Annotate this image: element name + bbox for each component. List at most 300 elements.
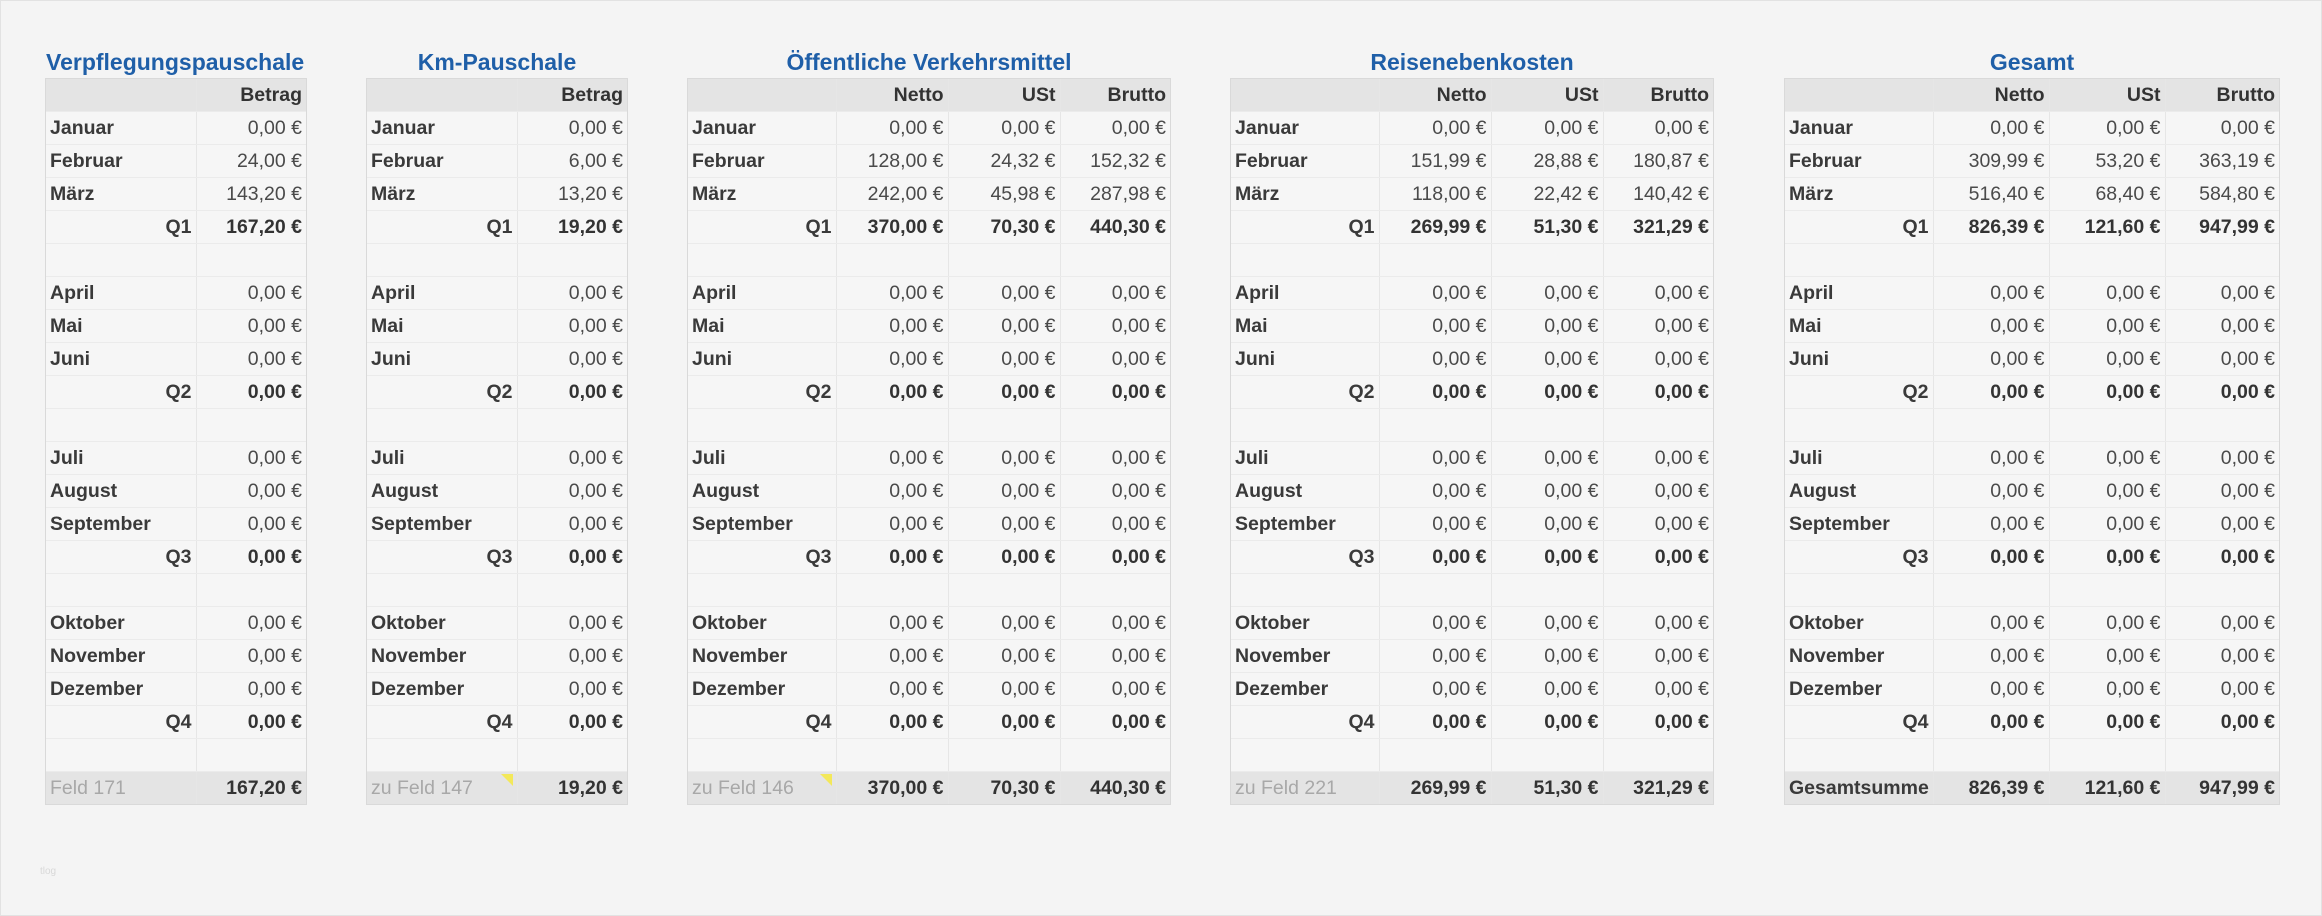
empty-cell[interactable] (196, 739, 306, 772)
empty-cell[interactable] (2049, 409, 2165, 442)
column-header[interactable]: USt (1491, 79, 1603, 112)
value-cell[interactable]: 0,00 € (517, 475, 627, 508)
value-cell[interactable]: 0,00 € (1933, 475, 2049, 508)
month-label[interactable]: September (1785, 508, 1933, 541)
empty-cell[interactable] (1785, 409, 1933, 442)
empty-cell[interactable] (1603, 574, 1713, 607)
month-label[interactable]: Dezember (367, 673, 517, 706)
quarter-total-cell[interactable]: 0,00 € (1603, 706, 1713, 739)
empty-cell[interactable] (367, 574, 517, 607)
month-label[interactable]: November (688, 640, 836, 673)
value-cell[interactable]: 0,00 € (2165, 673, 2279, 706)
value-cell[interactable]: 151,99 € (1379, 145, 1491, 178)
value-cell[interactable]: 0,00 € (1060, 310, 1170, 343)
month-label[interactable]: April (1785, 277, 1933, 310)
empty-cell[interactable] (196, 574, 306, 607)
column-header[interactable]: Netto (1379, 79, 1491, 112)
value-cell[interactable]: 0,00 € (2165, 475, 2279, 508)
value-cell[interactable]: 0,00 € (948, 607, 1060, 640)
quarter-total-cell[interactable]: 0,00 € (1603, 541, 1713, 574)
value-cell[interactable]: 0,00 € (517, 277, 627, 310)
quarter-total-cell[interactable]: 0,00 € (1379, 376, 1491, 409)
column-header[interactable]: USt (948, 79, 1060, 112)
quarter-label[interactable]: Q2 (1231, 376, 1379, 409)
value-cell[interactable]: 0,00 € (196, 673, 306, 706)
quarter-total-cell[interactable]: 0,00 € (1491, 376, 1603, 409)
value-cell[interactable]: 0,00 € (517, 673, 627, 706)
value-cell[interactable]: 6,00 € (517, 145, 627, 178)
quarter-total-cell[interactable]: 0,00 € (948, 706, 1060, 739)
quarter-total-cell[interactable]: 0,00 € (1060, 706, 1170, 739)
column-header[interactable]: Brutto (2165, 79, 2279, 112)
empty-cell[interactable] (688, 409, 836, 442)
month-label[interactable]: März (688, 178, 836, 211)
month-label[interactable]: Oktober (1785, 607, 1933, 640)
value-cell[interactable]: 0,00 € (517, 508, 627, 541)
column-header[interactable] (688, 79, 836, 112)
value-cell[interactable]: 0,00 € (1491, 343, 1603, 376)
column-header[interactable]: Brutto (1603, 79, 1713, 112)
value-cell[interactable]: 0,00 € (1060, 442, 1170, 475)
value-cell[interactable]: 242,00 € (836, 178, 948, 211)
value-cell[interactable]: 0,00 € (1933, 673, 2049, 706)
month-label[interactable]: April (367, 277, 517, 310)
quarter-total-cell[interactable]: 0,00 € (517, 706, 627, 739)
value-cell[interactable]: 0,00 € (1603, 673, 1713, 706)
empty-cell[interactable] (367, 409, 517, 442)
quarter-total-cell[interactable]: 0,00 € (1379, 541, 1491, 574)
month-label[interactable]: Januar (46, 112, 196, 145)
value-cell[interactable]: 0,00 € (836, 475, 948, 508)
quarter-total-cell[interactable]: 0,00 € (2165, 541, 2279, 574)
month-label[interactable]: Januar (1231, 112, 1379, 145)
value-cell[interactable]: 0,00 € (948, 640, 1060, 673)
total-label[interactable] (367, 772, 517, 805)
value-cell[interactable]: 287,98 € (1060, 178, 1170, 211)
empty-cell[interactable] (517, 409, 627, 442)
value-cell[interactable]: 0,00 € (836, 310, 948, 343)
value-cell[interactable]: 0,00 € (517, 640, 627, 673)
column-header[interactable]: Netto (836, 79, 948, 112)
value-cell[interactable]: 0,00 € (1603, 640, 1713, 673)
month-label[interactable]: November (1785, 640, 1933, 673)
value-cell[interactable]: 0,00 € (1603, 475, 1713, 508)
empty-cell[interactable] (688, 244, 836, 277)
month-label[interactable]: Dezember (1231, 673, 1379, 706)
empty-cell[interactable] (1785, 574, 1933, 607)
value-cell[interactable]: 0,00 € (1379, 343, 1491, 376)
empty-cell[interactable] (2165, 244, 2279, 277)
value-cell[interactable]: 0,00 € (1060, 508, 1170, 541)
empty-cell[interactable] (948, 244, 1060, 277)
value-cell[interactable]: 0,00 € (196, 343, 306, 376)
value-cell[interactable]: 0,00 € (1491, 475, 1603, 508)
grand-total-cell[interactable]: 121,60 € (2049, 772, 2165, 805)
value-cell[interactable]: 0,00 € (1379, 310, 1491, 343)
value-cell[interactable]: 0,00 € (836, 640, 948, 673)
value-cell[interactable]: 28,88 € (1491, 145, 1603, 178)
quarter-total-cell[interactable]: 0,00 € (517, 376, 627, 409)
empty-cell[interactable] (1379, 409, 1491, 442)
value-cell[interactable]: 0,00 € (1060, 112, 1170, 145)
month-label[interactable]: November (1231, 640, 1379, 673)
value-cell[interactable]: 0,00 € (948, 673, 1060, 706)
value-cell[interactable]: 0,00 € (1603, 508, 1713, 541)
value-cell[interactable]: 0,00 € (2049, 277, 2165, 310)
quarter-total-cell[interactable]: 0,00 € (1491, 706, 1603, 739)
value-cell[interactable]: 140,42 € (1603, 178, 1713, 211)
grand-total-cell[interactable]: 51,30 € (1491, 772, 1603, 805)
value-cell[interactable]: 0,00 € (1933, 607, 2049, 640)
month-label[interactable]: März (367, 178, 517, 211)
value-cell[interactable]: 24,00 € (196, 145, 306, 178)
empty-cell[interactable] (46, 409, 196, 442)
value-cell[interactable]: 0,00 € (948, 442, 1060, 475)
grand-total-cell[interactable]: 167,20 € (196, 772, 306, 805)
month-label[interactable]: Juli (1231, 442, 1379, 475)
value-cell[interactable]: 0,00 € (1491, 508, 1603, 541)
total-label[interactable] (1785, 772, 1933, 805)
value-cell[interactable]: 0,00 € (1603, 343, 1713, 376)
quarter-label[interactable]: Q2 (46, 376, 196, 409)
empty-cell[interactable] (836, 574, 948, 607)
month-label[interactable]: Oktober (1231, 607, 1379, 640)
value-cell[interactable]: 0,00 € (1491, 640, 1603, 673)
value-cell[interactable]: 180,87 € (1603, 145, 1713, 178)
value-cell[interactable]: 0,00 € (517, 310, 627, 343)
empty-cell[interactable] (1060, 574, 1170, 607)
empty-cell[interactable] (948, 739, 1060, 772)
empty-cell[interactable] (1603, 739, 1713, 772)
grand-total-cell[interactable]: 19,20 € (517, 772, 627, 805)
empty-cell[interactable] (1933, 739, 2049, 772)
quarter-total-cell[interactable]: 0,00 € (1060, 541, 1170, 574)
value-cell[interactable]: 0,00 € (1060, 343, 1170, 376)
value-cell[interactable]: 0,00 € (1060, 475, 1170, 508)
quarter-label[interactable]: Q4 (1231, 706, 1379, 739)
month-label[interactable]: März (1785, 178, 1933, 211)
quarter-label[interactable]: Q2 (688, 376, 836, 409)
month-label[interactable]: März (1231, 178, 1379, 211)
month-label[interactable]: September (1231, 508, 1379, 541)
empty-cell[interactable] (367, 739, 517, 772)
quarter-total-cell[interactable]: 0,00 € (1060, 376, 1170, 409)
value-cell[interactable]: 0,00 € (1933, 343, 2049, 376)
quarter-total-cell[interactable]: 0,00 € (196, 706, 306, 739)
value-cell[interactable]: 0,00 € (836, 442, 948, 475)
quarter-total-cell[interactable]: 121,60 € (2049, 211, 2165, 244)
quarter-total-cell[interactable]: 0,00 € (2165, 706, 2279, 739)
value-cell[interactable]: 45,98 € (948, 178, 1060, 211)
value-cell[interactable]: 0,00 € (2165, 277, 2279, 310)
empty-cell[interactable] (836, 409, 948, 442)
month-label[interactable]: November (367, 640, 517, 673)
value-cell[interactable]: 68,40 € (2049, 178, 2165, 211)
column-header[interactable] (1785, 79, 1933, 112)
value-cell[interactable]: 0,00 € (517, 112, 627, 145)
value-cell[interactable]: 0,00 € (517, 343, 627, 376)
month-label[interactable]: August (46, 475, 196, 508)
quarter-total-cell[interactable]: 440,30 € (1060, 211, 1170, 244)
value-cell[interactable]: 0,00 € (196, 277, 306, 310)
month-label[interactable]: Dezember (688, 673, 836, 706)
month-label[interactable]: September (688, 508, 836, 541)
quarter-total-cell[interactable]: 0,00 € (2049, 706, 2165, 739)
grand-total-cell[interactable]: 826,39 € (1933, 772, 2049, 805)
total-label[interactable] (688, 772, 836, 805)
column-header[interactable] (367, 79, 517, 112)
month-label[interactable]: Juli (1785, 442, 1933, 475)
empty-cell[interactable] (1491, 574, 1603, 607)
value-cell[interactable]: 516,40 € (1933, 178, 2049, 211)
empty-cell[interactable] (1231, 409, 1379, 442)
grand-total-cell[interactable]: 269,99 € (1379, 772, 1491, 805)
month-label[interactable]: Mai (1231, 310, 1379, 343)
quarter-total-cell[interactable]: 0,00 € (1933, 541, 2049, 574)
empty-cell[interactable] (517, 244, 627, 277)
value-cell[interactable]: 0,00 € (1603, 277, 1713, 310)
grand-total-cell[interactable]: 321,29 € (1603, 772, 1713, 805)
quarter-total-cell[interactable]: 0,00 € (2165, 376, 2279, 409)
value-cell[interactable]: 0,00 € (1603, 112, 1713, 145)
value-cell[interactable]: 0,00 € (196, 475, 306, 508)
empty-cell[interactable] (1379, 739, 1491, 772)
empty-cell[interactable] (948, 409, 1060, 442)
empty-cell[interactable] (1933, 574, 2049, 607)
empty-cell[interactable] (1060, 739, 1170, 772)
value-cell[interactable]: 0,00 € (196, 508, 306, 541)
empty-cell[interactable] (1933, 409, 2049, 442)
empty-cell[interactable] (948, 574, 1060, 607)
month-label[interactable]: Oktober (367, 607, 517, 640)
quarter-total-cell[interactable]: 70,30 € (948, 211, 1060, 244)
quarter-label[interactable]: Q1 (367, 211, 517, 244)
empty-cell[interactable] (1060, 244, 1170, 277)
empty-cell[interactable] (1231, 574, 1379, 607)
quarter-total-cell[interactable]: 826,39 € (1933, 211, 2049, 244)
month-label[interactable]: September (367, 508, 517, 541)
month-label[interactable]: August (688, 475, 836, 508)
quarter-total-cell[interactable]: 947,99 € (2165, 211, 2279, 244)
value-cell[interactable]: 0,00 € (2049, 112, 2165, 145)
value-cell[interactable]: 0,00 € (2165, 442, 2279, 475)
quarter-total-cell[interactable]: 321,29 € (1603, 211, 1713, 244)
quarter-label[interactable]: Q1 (1231, 211, 1379, 244)
value-cell[interactable]: 0,00 € (2049, 343, 2165, 376)
month-label[interactable]: Juni (1785, 343, 1933, 376)
empty-cell[interactable] (46, 739, 196, 772)
empty-cell[interactable] (688, 739, 836, 772)
total-label[interactable] (1231, 772, 1379, 805)
empty-cell[interactable] (1491, 409, 1603, 442)
quarter-total-cell[interactable]: 0,00 € (1603, 376, 1713, 409)
month-label[interactable]: Mai (46, 310, 196, 343)
value-cell[interactable]: 309,99 € (1933, 145, 2049, 178)
column-header[interactable]: Betrag (517, 79, 627, 112)
empty-cell[interactable] (1379, 574, 1491, 607)
grand-total-cell[interactable]: 70,30 € (948, 772, 1060, 805)
month-label[interactable]: Februar (1785, 145, 1933, 178)
quarter-label[interactable]: Q3 (1231, 541, 1379, 574)
value-cell[interactable]: 152,32 € (1060, 145, 1170, 178)
quarter-total-cell[interactable]: 0,00 € (836, 376, 948, 409)
month-label[interactable]: Dezember (1785, 673, 1933, 706)
value-cell[interactable]: 13,20 € (517, 178, 627, 211)
quarter-total-cell[interactable]: 0,00 € (196, 541, 306, 574)
value-cell[interactable]: 0,00 € (196, 640, 306, 673)
empty-cell[interactable] (517, 739, 627, 772)
value-cell[interactable]: 128,00 € (836, 145, 948, 178)
month-label[interactable]: Mai (688, 310, 836, 343)
month-label[interactable]: Februar (367, 145, 517, 178)
grand-total-cell[interactable]: 440,30 € (1060, 772, 1170, 805)
quarter-label[interactable]: Q4 (367, 706, 517, 739)
value-cell[interactable]: 0,00 € (1379, 607, 1491, 640)
column-header[interactable]: Brutto (1060, 79, 1170, 112)
quarter-total-cell[interactable]: 0,00 € (1933, 376, 2049, 409)
empty-cell[interactable] (2049, 574, 2165, 607)
month-label[interactable]: Februar (688, 145, 836, 178)
empty-cell[interactable] (46, 574, 196, 607)
quarter-label[interactable]: Q3 (367, 541, 517, 574)
quarter-label[interactable]: Q2 (367, 376, 517, 409)
value-cell[interactable]: 0,00 € (196, 112, 306, 145)
column-header[interactable] (46, 79, 196, 112)
grand-total-cell[interactable]: 370,00 € (836, 772, 948, 805)
value-cell[interactable]: 0,00 € (1060, 277, 1170, 310)
value-cell[interactable]: 0,00 € (948, 475, 1060, 508)
value-cell[interactable]: 118,00 € (1379, 178, 1491, 211)
value-cell[interactable]: 0,00 € (2049, 442, 2165, 475)
value-cell[interactable]: 0,00 € (196, 607, 306, 640)
value-cell[interactable]: 0,00 € (2049, 640, 2165, 673)
quarter-total-cell[interactable]: 0,00 € (2049, 541, 2165, 574)
value-cell[interactable]: 0,00 € (836, 508, 948, 541)
value-cell[interactable]: 0,00 € (1933, 442, 2049, 475)
value-cell[interactable]: 0,00 € (2165, 640, 2279, 673)
column-header[interactable] (1231, 79, 1379, 112)
comment-marker-icon[interactable] (501, 774, 513, 786)
quarter-total-cell[interactable]: 0,00 € (836, 541, 948, 574)
value-cell[interactable]: 0,00 € (2165, 112, 2279, 145)
month-label[interactable]: Juni (1231, 343, 1379, 376)
value-cell[interactable]: 0,00 € (1379, 673, 1491, 706)
quarter-total-cell[interactable]: 51,30 € (1491, 211, 1603, 244)
value-cell[interactable]: 0,00 € (1603, 310, 1713, 343)
quarter-label[interactable]: Q4 (688, 706, 836, 739)
value-cell[interactable]: 0,00 € (517, 607, 627, 640)
month-label[interactable]: November (46, 640, 196, 673)
value-cell[interactable]: 0,00 € (1379, 442, 1491, 475)
column-header[interactable]: Betrag (196, 79, 306, 112)
month-label[interactable]: Januar (367, 112, 517, 145)
quarter-total-cell[interactable]: 0,00 € (836, 706, 948, 739)
empty-cell[interactable] (836, 244, 948, 277)
empty-cell[interactable] (2165, 409, 2279, 442)
value-cell[interactable]: 0,00 € (2049, 475, 2165, 508)
month-label[interactable]: Januar (688, 112, 836, 145)
value-cell[interactable]: 0,00 € (1491, 673, 1603, 706)
empty-cell[interactable] (1603, 409, 1713, 442)
value-cell[interactable]: 0,00 € (1379, 640, 1491, 673)
value-cell[interactable]: 0,00 € (1933, 310, 2049, 343)
month-label[interactable]: September (46, 508, 196, 541)
value-cell[interactable]: 0,00 € (1060, 673, 1170, 706)
grand-total-cell[interactable]: 947,99 € (2165, 772, 2279, 805)
empty-cell[interactable] (2049, 739, 2165, 772)
column-header[interactable]: USt (2049, 79, 2165, 112)
quarter-label[interactable]: Q3 (688, 541, 836, 574)
empty-cell[interactable] (517, 574, 627, 607)
quarter-label[interactable]: Q1 (688, 211, 836, 244)
month-label[interactable]: Juli (46, 442, 196, 475)
value-cell[interactable]: 0,00 € (1379, 475, 1491, 508)
value-cell[interactable]: 584,80 € (2165, 178, 2279, 211)
empty-cell[interactable] (2165, 574, 2279, 607)
value-cell[interactable]: 0,00 € (836, 343, 948, 376)
quarter-label[interactable]: Q4 (1785, 706, 1933, 739)
value-cell[interactable]: 0,00 € (1491, 442, 1603, 475)
empty-cell[interactable] (367, 244, 517, 277)
month-label[interactable]: Juni (46, 343, 196, 376)
quarter-total-cell[interactable]: 269,99 € (1379, 211, 1491, 244)
value-cell[interactable]: 0,00 € (2165, 310, 2279, 343)
value-cell[interactable]: 0,00 € (1933, 640, 2049, 673)
value-cell[interactable]: 0,00 € (1491, 112, 1603, 145)
empty-cell[interactable] (688, 574, 836, 607)
value-cell[interactable]: 0,00 € (836, 277, 948, 310)
empty-cell[interactable] (2165, 739, 2279, 772)
value-cell[interactable]: 0,00 € (517, 442, 627, 475)
value-cell[interactable]: 0,00 € (836, 112, 948, 145)
value-cell[interactable]: 0,00 € (948, 508, 1060, 541)
value-cell[interactable]: 143,20 € (196, 178, 306, 211)
empty-cell[interactable] (46, 244, 196, 277)
value-cell[interactable]: 0,00 € (1379, 112, 1491, 145)
month-label[interactable]: Mai (1785, 310, 1933, 343)
empty-cell[interactable] (1231, 244, 1379, 277)
month-label[interactable]: Oktober (46, 607, 196, 640)
empty-cell[interactable] (196, 409, 306, 442)
value-cell[interactable]: 0,00 € (1379, 277, 1491, 310)
month-label[interactable]: Januar (1785, 112, 1933, 145)
value-cell[interactable]: 0,00 € (948, 310, 1060, 343)
quarter-label[interactable]: Q3 (1785, 541, 1933, 574)
month-label[interactable]: April (688, 277, 836, 310)
empty-cell[interactable] (1933, 244, 2049, 277)
month-label[interactable]: Juni (367, 343, 517, 376)
quarter-total-cell[interactable]: 0,00 € (1491, 541, 1603, 574)
value-cell[interactable]: 0,00 € (196, 442, 306, 475)
quarter-total-cell[interactable]: 0,00 € (948, 541, 1060, 574)
value-cell[interactable]: 0,00 € (1491, 607, 1603, 640)
value-cell[interactable]: 0,00 € (1603, 442, 1713, 475)
value-cell[interactable]: 0,00 € (836, 673, 948, 706)
value-cell[interactable]: 0,00 € (948, 112, 1060, 145)
value-cell[interactable]: 0,00 € (196, 310, 306, 343)
quarter-label[interactable]: Q1 (46, 211, 196, 244)
month-label[interactable]: Dezember (46, 673, 196, 706)
value-cell[interactable]: 0,00 € (2165, 607, 2279, 640)
quarter-label[interactable]: Q1 (1785, 211, 1933, 244)
empty-cell[interactable] (2049, 244, 2165, 277)
value-cell[interactable]: 0,00 € (1933, 112, 2049, 145)
value-cell[interactable]: 0,00 € (2049, 310, 2165, 343)
quarter-total-cell[interactable]: 0,00 € (1933, 706, 2049, 739)
month-label[interactable]: April (1231, 277, 1379, 310)
empty-cell[interactable] (1060, 409, 1170, 442)
month-label[interactable]: Februar (46, 145, 196, 178)
